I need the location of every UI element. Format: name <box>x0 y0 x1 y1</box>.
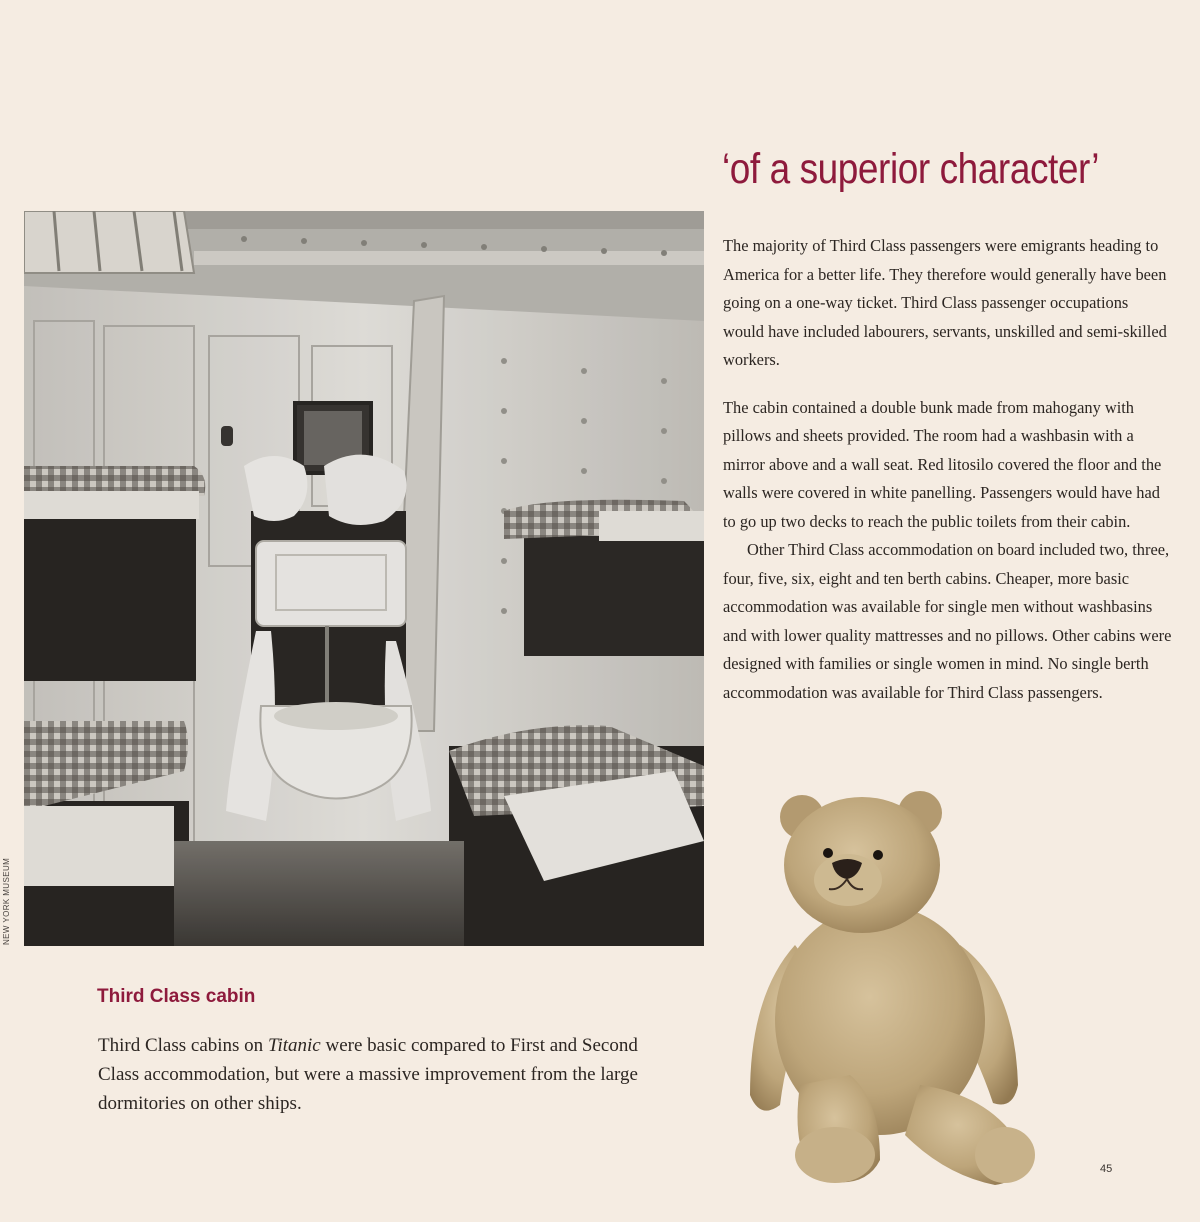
page-number: 45 <box>1100 1163 1113 1175</box>
caption-text <box>98 1031 638 1118</box>
caption-text-end: were basic compared to First and Second Class accommodation, but were a massive improvement from the large dormitories on other ships. <box>98 1035 638 1114</box>
caption-text-start: Third Class cabins on <box>98 1035 268 1056</box>
teddy-bear-image <box>740 785 1060 1185</box>
body-text <box>723 232 1173 707</box>
body-paragraph-1: The majority of Third Class passengers were emigrants heading to America for a better life. They therefore would generally have been going on a one-way ticket. Third Class passenger occupations would have included labourers, servants, unskilled and semi-skilled workers. <box>723 236 1167 369</box>
page-heading: ‘of a superior character’ <box>722 145 1100 193</box>
photo-credit: NEW YORK MUSEUM <box>2 857 11 945</box>
cabin-photo <box>24 211 704 946</box>
body-paragraph-3: Other Third Class accommodation on board included two, three, four, five, six, eight and ten berth cabins. Cheaper, more basic accommodation was available for single men without washbasins and with lower quality mattresses and no pillows. Other cabins were designed with families or single women in mind. No single berth accommodation was available for Third Class passengers. <box>723 540 1172 702</box>
body-paragraph-2: The cabin contained a double bunk made from mahogany with pillows and sheets provided. The room had a washbasin with a mirror above and a wall seat. Red litosilo covered the floor and the walls were covered in white panelling. Passengers would have had to go up two decks to reach the public toilets from their cabin. <box>723 397 1162 531</box>
caption-title: Third Class cabin <box>97 986 256 1007</box>
caption-text-italic: Titanic <box>267 1035 321 1056</box>
